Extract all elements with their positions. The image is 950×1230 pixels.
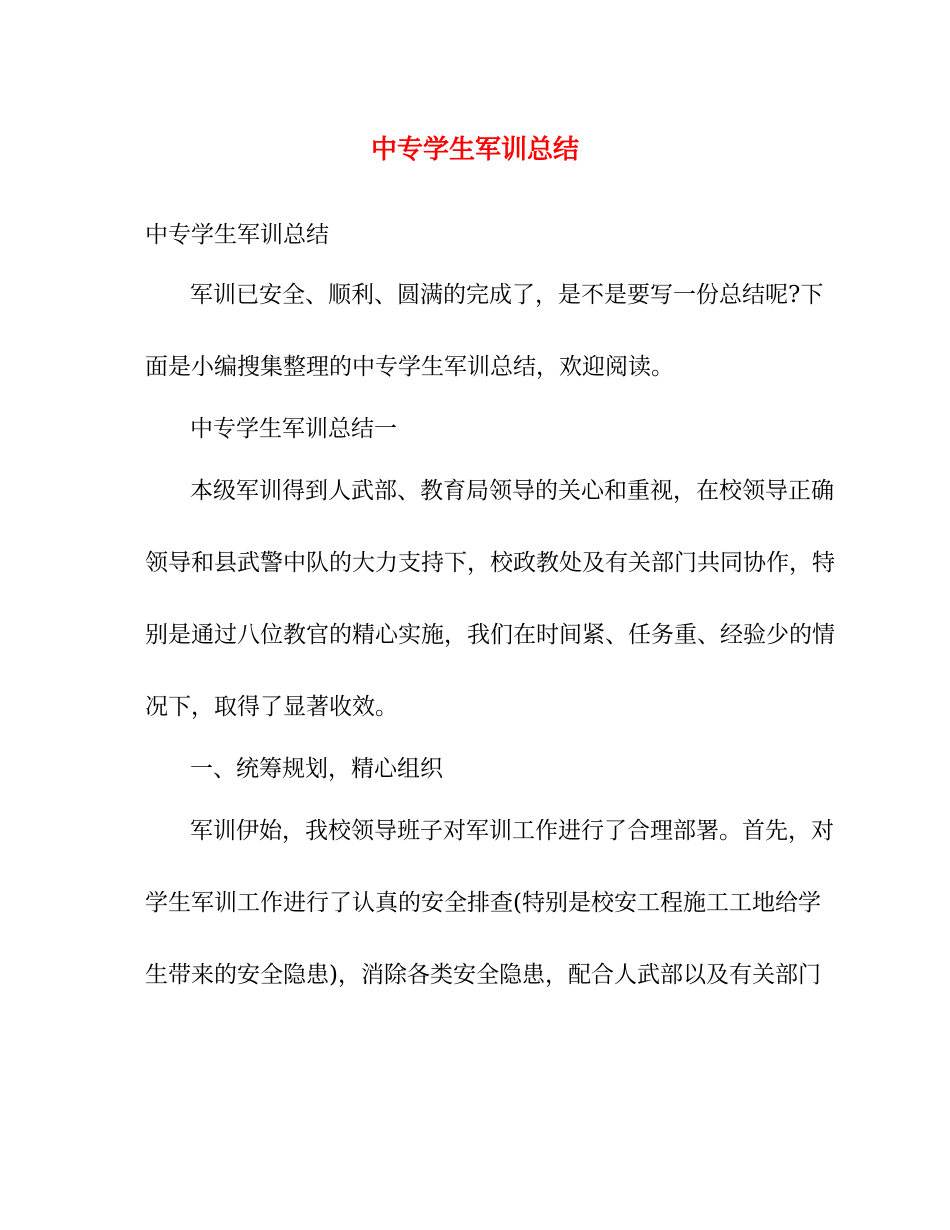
document-title: 中专学生军训总结 — [370, 135, 579, 165]
paragraph-line: 学生军训工作进行了认真的安全排查(特别是校安工程施工工地给学 — [145, 890, 821, 916]
paragraph-line: 况下，取得了显著收效。 — [145, 694, 398, 720]
paragraph-line: 别是通过八位教官的精心实施，我们在时间紧、任务重、经验少的情 — [145, 622, 835, 648]
section-heading: 一、统筹规划，精心组织 — [190, 756, 443, 782]
section-heading: 中专学生军训总结一 — [190, 416, 397, 442]
paragraph-line: 面是小编搜集整理的中专学生军训总结，欢迎阅读。 — [145, 354, 674, 380]
paragraph-line: 本级军训得到人武部、教育局领导的关心和重视，在校领导正确 — [190, 478, 834, 504]
subtitle-line: 中专学生军训总结 — [145, 222, 329, 248]
paragraph-line: 军训伊始，我校领导班子对军训工作进行了合理部署。首先，对 — [190, 818, 834, 844]
paragraph-line: 军训已安全、顺利、圆满的完成了，是不是要写一份总结呢?下 — [190, 282, 824, 308]
paragraph-line: 领导和县武警中队的大力支持下，校政教处及有关部门共同协作，特 — [145, 550, 835, 576]
paragraph-line: 生带来的安全隐患)，消除各类安全隐患，配合人武部以及有关部门 — [145, 962, 821, 988]
